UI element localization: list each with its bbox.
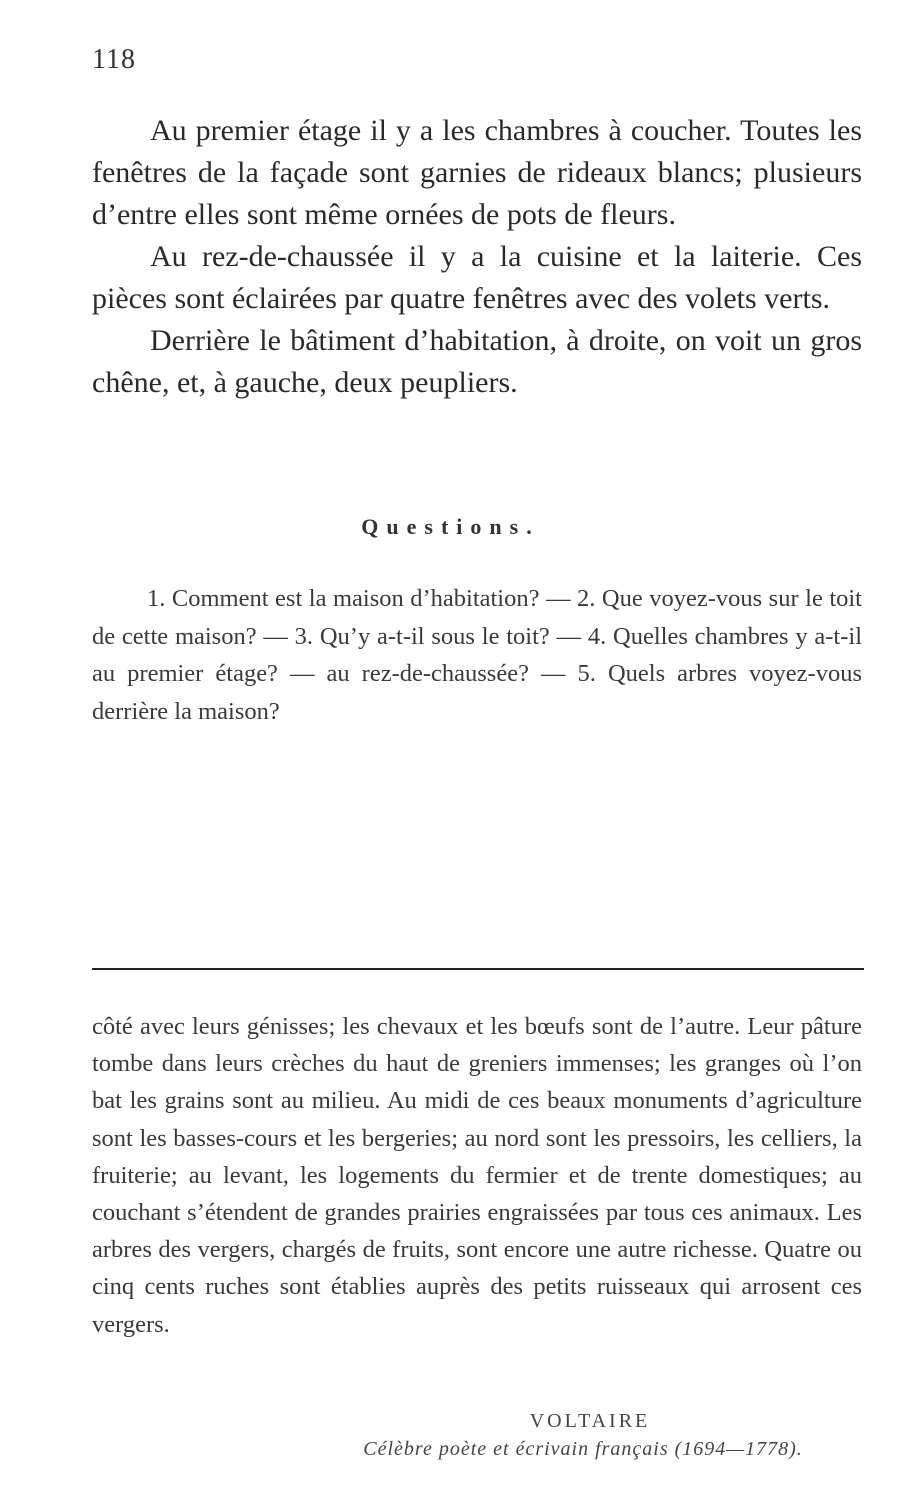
paragraph-2: Au rez-de-chaussée il y a la cuisine et la laiterie. Ces pièces sont éclairées par quatre fenêtres avec des volets verts. <box>92 240 862 315</box>
author-description: Célèbre poète et écrivain français (1694—1778). <box>363 1438 803 1460</box>
footnote-divider <box>92 968 864 970</box>
paragraph-3: Derrière le bâtiment d’habitation, à droite, on voit un gros chêne, et, à gauche, deux peupliers. <box>92 324 862 399</box>
questions-heading: Questions. <box>361 514 540 539</box>
page-number: 118 <box>92 44 136 75</box>
questions-text: 1. Comment est la maison d’habitation? — 2. Que voyez-vous sur le toit de cette maison? — 3. Qu’y a-t-il sous le toit? — 4. Quelles chambres y a-t-il au premier étage? — au rez-de-chaussée? — 5. Quels arbres voyez-vous derrière la maison? <box>92 585 862 725</box>
footnote-text: côté avec leurs génisses; les chevaux et les bœufs sont de l’autre. Leur pâture tombe dans leurs crèches du haut de greniers immenses; les granges où l’on bat les grains sont au milieu. Au midi de ces beaux monuments d’agriculture sont les basses-cours et les bergeries; au nord sont les pressoirs, les celliers, la fruiterie; au levant, les logements du fermier et de trente domestiques; au couchant s’étendent de grandes prairies engraissées par tous ces animaux. Les arbres des vergers, chargés de fruits, sont encore une autre richesse. Quatre ou cinq cents ruches sont établies auprès des petits ruisseaux qui arrosent ces vergers. <box>92 1013 862 1338</box>
main-text <box>92 110 862 404</box>
author-name: VOLTAIRE <box>529 1410 651 1432</box>
paragraph-1: Au premier étage il y a les chambres à coucher. Toutes les fenêtres de la façade sont garnies de rideaux blancs; plusieurs d’entre elles sont même ornées de pots de fleurs. <box>92 114 862 231</box>
